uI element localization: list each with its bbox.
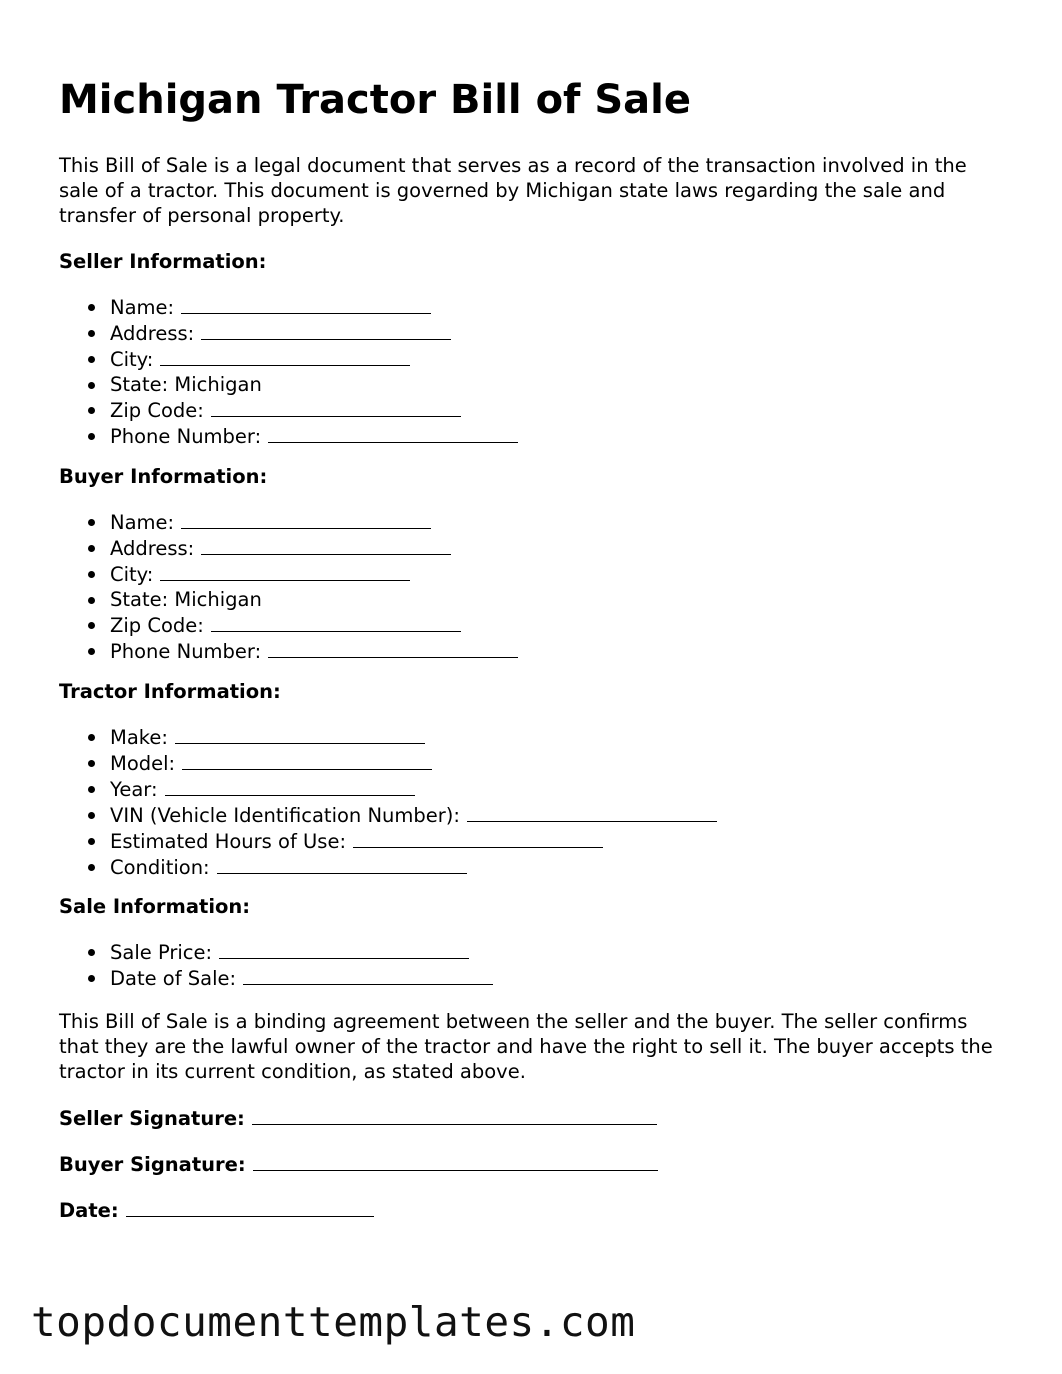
buyer-state-field: State: Michigan — [59, 587, 518, 612]
intro-paragraph: This Bill of Sale is a legal document that serves as a record of the transaction involved in the sale of a tractor. This document is governed by Michigan state laws regarding the sale and transfer of personal property. — [59, 154, 967, 227]
seller-zip-blank[interactable] — [211, 397, 461, 417]
document-title: Michigan Tractor Bill of Sale — [59, 77, 692, 123]
buyer-city-field: City: — [59, 561, 518, 587]
seller-city-field: City: — [59, 346, 518, 372]
seller-address-field: Address: — [59, 320, 518, 346]
seller-heading: Seller Information: — [59, 250, 267, 273]
buyer-signature-line: Buyer Signature: — [59, 1151, 658, 1177]
buyer-phone-blank[interactable] — [268, 638, 518, 658]
sale-date-field: Date of Sale: — [59, 965, 493, 991]
agreement-paragraph: This Bill of Sale is a binding agreement between the seller and the buyer. The seller confirms that they are the lawful owner of the tractor and have the right to sell it. The buyer accepts the tractor in its current condition, as stated above. — [59, 1010, 993, 1083]
buyer-phone-field: Phone Number: — [59, 638, 518, 664]
seller-name-field: Name: — [59, 294, 518, 320]
buyer-name-field: Name: — [59, 509, 518, 535]
date-line: Date: — [59, 1197, 374, 1223]
seller-phone-field: Phone Number: — [59, 423, 518, 449]
tractor-condition-blank[interactable] — [217, 854, 467, 874]
tractor-year-field: Year: — [59, 776, 717, 802]
tractor-condition-field: Condition: — [59, 854, 717, 880]
buyer-address-field: Address: — [59, 535, 518, 561]
watermark-text: topdocumenttemplates.com — [31, 1298, 636, 1346]
seller-signature-blank[interactable] — [252, 1105, 657, 1125]
tractor-heading: Tractor Information: — [59, 680, 281, 703]
tractor-year-blank[interactable] — [165, 776, 415, 796]
buyer-address-blank[interactable] — [201, 535, 451, 555]
buyer-heading: Buyer Information: — [59, 465, 268, 488]
buyer-name-blank[interactable] — [181, 509, 431, 529]
sale-price-field: Sale Price: — [59, 939, 493, 965]
seller-name-blank[interactable] — [181, 294, 431, 314]
date-blank[interactable] — [126, 1197, 374, 1217]
tractor-vin-blank[interactable] — [467, 802, 717, 822]
tractor-vin-field: VIN (Vehicle Identification Number): — [59, 802, 717, 828]
tractor-make-blank[interactable] — [175, 724, 425, 744]
buyer-zip-field: Zip Code: — [59, 612, 518, 638]
tractor-model-field: Model: — [59, 750, 717, 776]
seller-zip-field: Zip Code: — [59, 397, 518, 423]
buyer-signature-blank[interactable] — [253, 1151, 658, 1171]
seller-state-field: State: Michigan — [59, 372, 518, 397]
sale-date-blank[interactable] — [243, 965, 493, 985]
tractor-hours-field: Estimated Hours of Use: — [59, 828, 717, 854]
buyer-fields-list — [59, 509, 518, 664]
tractor-make-field: Make: — [59, 724, 717, 750]
sale-fields-list — [59, 939, 493, 991]
seller-city-blank[interactable] — [160, 346, 410, 366]
sale-price-blank[interactable] — [219, 939, 469, 959]
buyer-zip-blank[interactable] — [211, 612, 461, 632]
seller-signature-line: Seller Signature: — [59, 1105, 657, 1131]
tractor-hours-blank[interactable] — [353, 828, 603, 848]
buyer-city-blank[interactable] — [160, 561, 410, 581]
sale-heading: Sale Information: — [59, 895, 251, 918]
tractor-model-blank[interactable] — [182, 750, 432, 770]
seller-address-blank[interactable] — [201, 320, 451, 340]
seller-fields-list — [59, 294, 518, 449]
seller-phone-blank[interactable] — [268, 423, 518, 443]
tractor-fields-list — [59, 724, 717, 880]
